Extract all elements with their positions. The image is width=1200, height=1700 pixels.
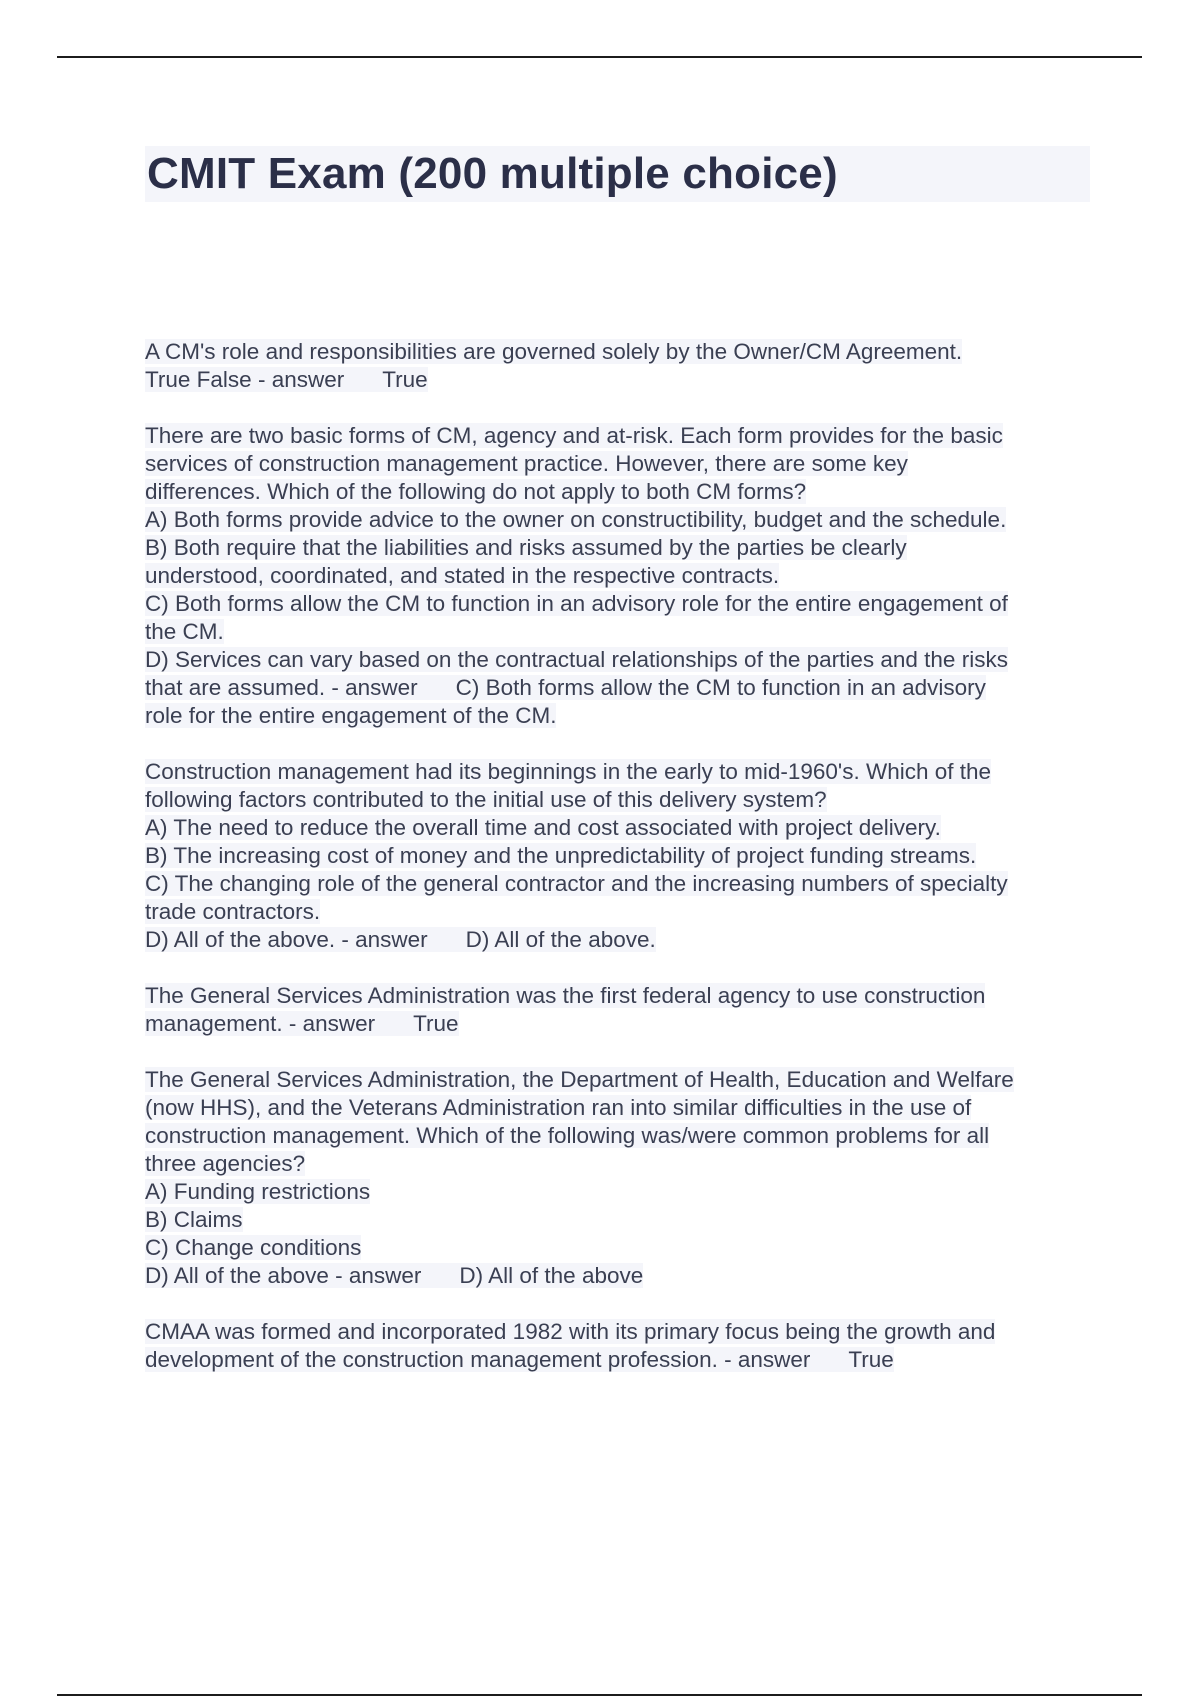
question-text: A CM's role and responsibilities are governed solely by the Owner/CM Agreement. [145, 339, 963, 364]
option-b: B) Both require that the liabilities and risks assumed by the parties be clearly [145, 535, 907, 560]
option-d: D) Services can vary based on the contractual relationships of the parties and the risks [145, 647, 1008, 672]
option-a: A) Funding restrictions [145, 1179, 371, 1204]
answer-label: that are assumed. - answer [145, 675, 418, 700]
option-c-cont: the CM. [145, 619, 224, 644]
answer-text: True [413, 1011, 459, 1036]
answer-text: D) All of the above [459, 1263, 644, 1288]
question-text: services of construction management practice. However, there are some key [145, 451, 908, 476]
answer-text: True [848, 1347, 894, 1372]
question-text: three agencies? [145, 1151, 306, 1176]
option-a: A) The need to reduce the overall time and cost associated with project delivery. [145, 815, 941, 840]
question-item [145, 422, 1085, 730]
question-text: There are two basic forms of CM, agency and at-risk. Each form provides for the basic [145, 423, 1003, 448]
option-b: B) The increasing cost of money and the unpredictability of project funding streams. [145, 843, 977, 868]
answer-label: True False - answer [145, 367, 345, 392]
option-c: C) Change conditions [145, 1235, 362, 1260]
question-text: differences. Which of the following do not apply to both CM forms? [145, 479, 807, 504]
answer-text: D) All of the above. [465, 927, 656, 952]
question-item [145, 1066, 1085, 1290]
option-c-cont: trade contractors. [145, 899, 321, 924]
question-text: following factors contributed to the initial use of this delivery system? [145, 787, 827, 812]
question-list [145, 338, 1085, 1402]
answer-text-cont: role for the entire engagement of the CM. [145, 703, 557, 728]
option-b-cont: understood, coordinated, and stated in the respective contracts. [145, 563, 780, 588]
document-title: CMIT Exam (200 multiple choice) [147, 149, 838, 198]
question-text: CMAA was formed and incorporated 1982 with its primary focus being the growth and [145, 1319, 996, 1344]
question-item [145, 1318, 1085, 1374]
option-c: C) Both forms allow the CM to function in an advisory role for the entire engagement of [145, 591, 1008, 616]
question-text: (now HHS), and the Veterans Administration ran into similar difficulties in the use of [145, 1095, 972, 1120]
answer-text: C) Both forms allow the CM to function in an advisory [455, 675, 986, 700]
question-text: The General Services Administration, the Department of Health, Education and Welfare [145, 1067, 1014, 1092]
question-item [145, 758, 1085, 954]
answer-label: management. - answer [145, 1011, 376, 1036]
option-a: A) Both forms provide advice to the owner on constructibility, budget and the schedule. [145, 507, 1007, 532]
question-text: Construction management had its beginnings in the early to mid-1960's. Which of the [145, 759, 992, 784]
top-rule [57, 56, 1142, 58]
bottom-rule [57, 1694, 1142, 1696]
answer-text: True [382, 367, 428, 392]
question-text: construction management. Which of the following was/were common problems for all [145, 1123, 990, 1148]
question-text: The General Services Administration was the first federal agency to use construction [145, 983, 986, 1008]
question-item [145, 982, 1085, 1038]
answer-label: D) All of the above - answer [145, 1263, 422, 1288]
option-c: C) The changing role of the general contractor and the increasing numbers of specialty [145, 871, 1008, 896]
question-item [145, 338, 1085, 394]
answer-label: development of the construction management profession. - answer [145, 1347, 811, 1372]
answer-label: D) All of the above. - answer [145, 927, 428, 952]
option-b: B) Claims [145, 1207, 243, 1232]
